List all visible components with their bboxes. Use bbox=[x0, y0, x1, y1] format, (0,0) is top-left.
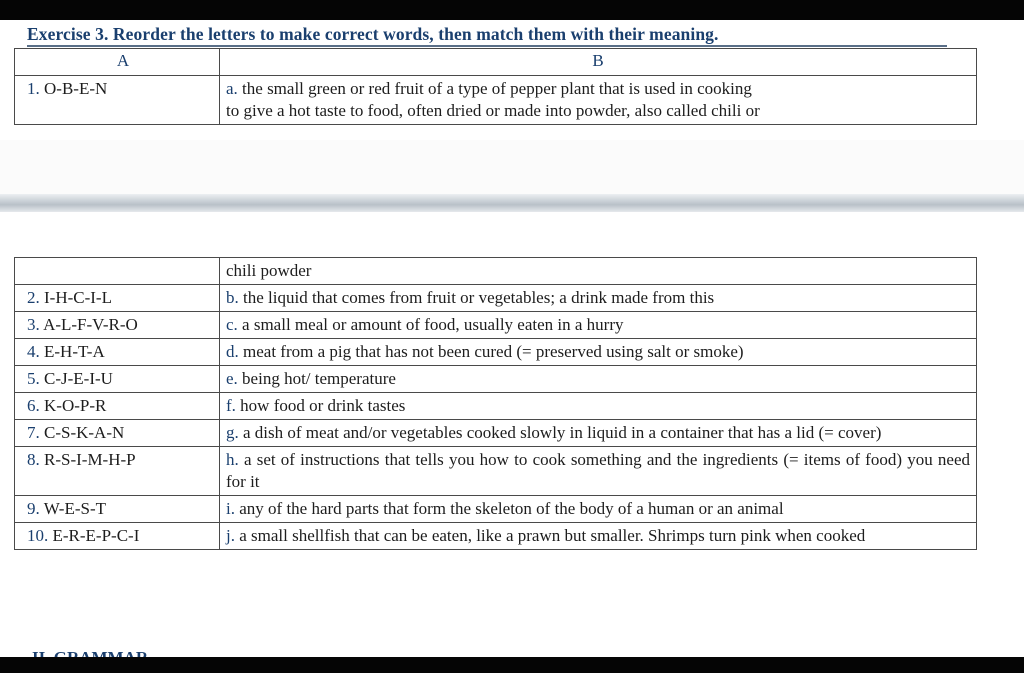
scrambled-word-cell bbox=[15, 496, 220, 523]
table-row bbox=[15, 366, 977, 393]
meaning-cell bbox=[220, 285, 977, 312]
item-number: 2. bbox=[27, 288, 40, 307]
meaning-cell bbox=[220, 339, 977, 366]
meaning-text: meat from a pig that has not been cured (= preserved using salt or smoke) bbox=[243, 342, 744, 361]
scrambled-word-cell bbox=[15, 523, 220, 550]
scrambled-word: E-H-T-A bbox=[44, 342, 105, 361]
meaning-letter: j. bbox=[226, 526, 235, 545]
scrambled-word: R-S-I-M-H-P bbox=[44, 450, 136, 469]
scrambled-word: C-J-E-I-U bbox=[44, 369, 113, 388]
scrambled-word-cell bbox=[15, 420, 220, 447]
scrambled-word: E-R-E-P-C-I bbox=[52, 526, 140, 545]
table-row bbox=[15, 76, 977, 125]
meaning-text: any of the hard parts that form the skeleton of the body of a human or an animal bbox=[239, 499, 784, 518]
item-number: 6. bbox=[27, 396, 40, 415]
item-number: 9. bbox=[27, 499, 40, 518]
meaning-cell bbox=[220, 366, 977, 393]
scrambled-word-cell bbox=[15, 393, 220, 420]
meaning-cell bbox=[220, 420, 977, 447]
bottom-black-border bbox=[0, 657, 1024, 673]
item-number: 3. bbox=[27, 315, 40, 334]
meaning-continuation: chili powder bbox=[220, 258, 977, 285]
meaning-letter: e. bbox=[226, 369, 238, 388]
column-b-header: B bbox=[220, 49, 977, 76]
item-number: 7. bbox=[27, 423, 40, 442]
scrambled-word: I-H-C-I-L bbox=[44, 288, 112, 307]
scrambled-word-cell bbox=[15, 447, 220, 496]
scrambled-word-cell bbox=[15, 339, 220, 366]
scrambled-word-cell bbox=[15, 312, 220, 339]
meaning-letter: b. bbox=[226, 288, 239, 307]
scrambled-word: W-E-S-T bbox=[43, 499, 107, 518]
scrambled-word: C-S-K-A-N bbox=[44, 423, 125, 442]
table-row bbox=[15, 523, 977, 550]
continuation-row bbox=[15, 258, 977, 285]
meaning-text: the liquid that comes from fruit or vegetables; a drink made from this bbox=[243, 288, 715, 307]
table-row bbox=[15, 420, 977, 447]
table-row bbox=[15, 447, 977, 496]
empty-cell bbox=[15, 258, 220, 285]
meaning-cell bbox=[220, 312, 977, 339]
item-number: 1. bbox=[27, 79, 40, 98]
table-row bbox=[15, 393, 977, 420]
match-rows bbox=[15, 285, 977, 550]
match-table-part-2 bbox=[14, 257, 977, 550]
meaning-text-line-1: the small green or red fruit of a type of pepper plant that is used in cooking bbox=[242, 79, 752, 98]
table-row bbox=[15, 312, 977, 339]
meaning-cell bbox=[220, 523, 977, 550]
meaning-cell bbox=[220, 496, 977, 523]
meaning-text: how food or drink tastes bbox=[240, 396, 406, 415]
title-underline bbox=[27, 45, 947, 47]
meaning-text: a small shellfish that can be eaten, like a prawn but smaller. Shrimps turn pink when cooked bbox=[239, 526, 866, 545]
table-row bbox=[15, 339, 977, 366]
meaning-text-line-2: to give a hot taste to food, often dried or made into powder, also called chili or bbox=[226, 101, 760, 120]
meaning-letter: f. bbox=[226, 396, 236, 415]
scrambled-word: A-L-F-V-R-O bbox=[43, 315, 138, 334]
header-row bbox=[15, 49, 977, 76]
page-separator bbox=[0, 194, 1024, 212]
meaning-cell bbox=[220, 393, 977, 420]
scrambled-word-cell bbox=[15, 285, 220, 312]
meaning-text: a dish of meat and/or vegetables cooked slowly in liquid in a container that has a lid (= cover) bbox=[243, 423, 882, 442]
item-number: 5. bbox=[27, 369, 40, 388]
scrambled-word-cell bbox=[15, 76, 220, 125]
scrambled-word: O-B-E-N bbox=[44, 79, 108, 98]
page-gap bbox=[0, 140, 1024, 194]
top-black-border bbox=[0, 0, 1024, 20]
meaning-letter: c. bbox=[226, 315, 238, 334]
table-row bbox=[15, 496, 977, 523]
meaning-letter: a. bbox=[226, 79, 238, 98]
meaning-letter: g. bbox=[226, 423, 239, 442]
meaning-letter: d. bbox=[226, 342, 239, 361]
meaning-text: a set of instructions that tells you how to cook something and the ingredients (= items of food) you need for it bbox=[226, 450, 971, 491]
item-number: 4. bbox=[27, 342, 40, 361]
item-number: 10. bbox=[27, 526, 49, 545]
next-section-heading bbox=[32, 648, 148, 657]
meaning-letter: h. bbox=[226, 450, 239, 469]
item-number: 8. bbox=[27, 450, 40, 469]
meaning-text: being hot/ temperature bbox=[242, 369, 396, 388]
exercise-title: Exercise 3. Reorder the letters to make correct words, then match them with their meaning. bbox=[27, 24, 719, 44]
meaning-letter: i. bbox=[226, 499, 235, 518]
scrambled-word: K-O-P-R bbox=[44, 396, 107, 415]
match-table-part-1 bbox=[14, 48, 977, 125]
meaning-text: a small meal or amount of food, usually eaten in a hurry bbox=[242, 315, 624, 334]
meaning-cell bbox=[220, 447, 977, 496]
table-row bbox=[15, 285, 977, 312]
column-a-header: A bbox=[15, 49, 220, 76]
meaning-cell bbox=[220, 76, 977, 125]
scrambled-word-cell bbox=[15, 366, 220, 393]
